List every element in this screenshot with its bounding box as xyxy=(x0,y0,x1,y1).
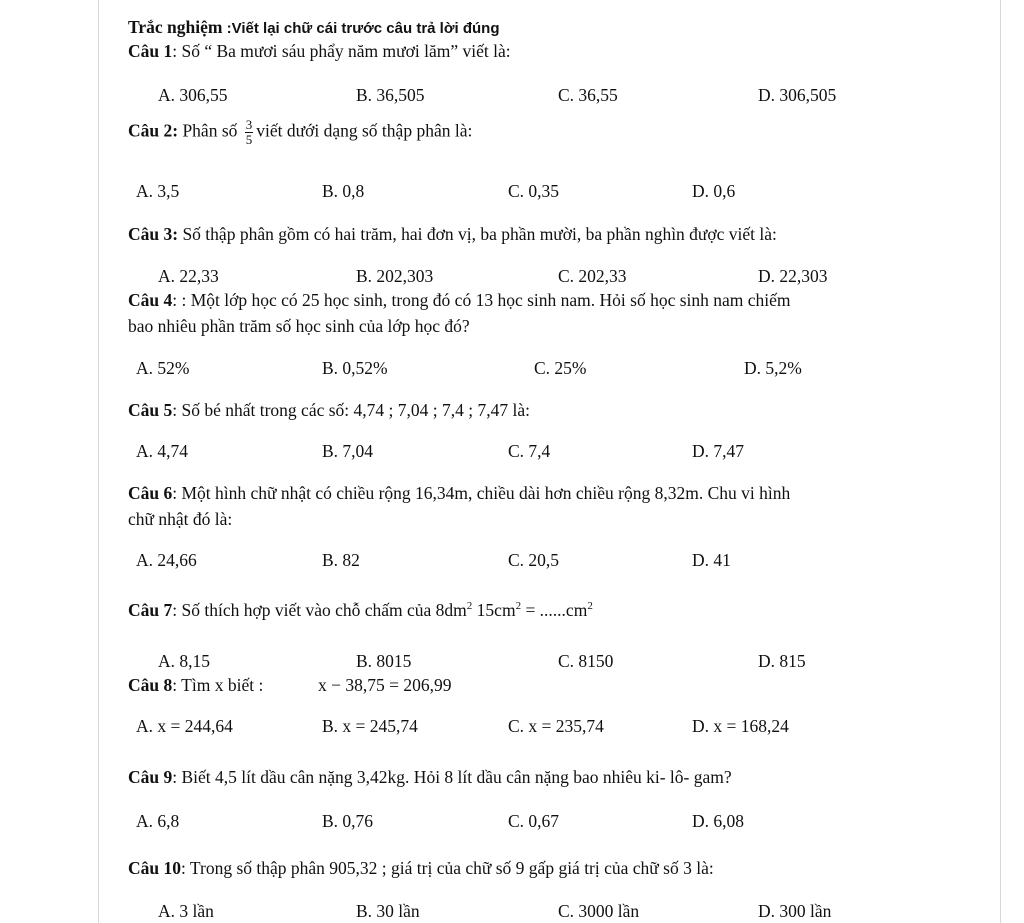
question-10 xyxy=(128,858,714,879)
q10-option-d: D. 300 lần xyxy=(758,901,832,921)
question-4-text: : : Một lớp học có 25 học sinh, trong đó có 13 học sinh nam. Hỏi số học sinh nam chiếm xyxy=(172,290,791,310)
q2-option-a: A. 3,5 xyxy=(136,181,180,201)
q1-option-b: B. 36,505 xyxy=(356,85,425,105)
question-1-label: Câu 1 xyxy=(128,41,173,61)
question-10-text: : Trong số thập phân 905,32 ; giá trị của chữ số 9 gấp giá trị của chữ số 3 là: xyxy=(181,858,714,878)
question-7-text-c: = ......cm xyxy=(521,600,588,620)
q4-option-c: C. 25% xyxy=(534,358,587,378)
q5-option-a: A. 4,74 xyxy=(136,441,189,461)
q9-option-a: A. 6,8 xyxy=(136,811,180,831)
q6-option-b: B. 82 xyxy=(322,550,360,570)
question-9-label: Câu 9 xyxy=(128,767,173,787)
q7-option-d: D. 815 xyxy=(758,651,806,671)
q5-option-b: B. 7,04 xyxy=(322,441,374,461)
q8-option-c: C. x = 235,74 xyxy=(508,716,604,736)
q2-option-c: C. 0,35 xyxy=(508,181,560,201)
q10-option-b: B. 30 lần xyxy=(356,901,420,921)
question-2-label: Câu 2: xyxy=(128,120,179,141)
page-border-right xyxy=(1000,0,1001,923)
question-4-line-2: bao nhiêu phần trăm số học sinh của lớp học đó? xyxy=(128,316,470,336)
question-10-label: Câu 10 xyxy=(128,858,181,878)
q8-option-b: B. x = 245,74 xyxy=(322,716,418,736)
q3-option-a: A. 22,33 xyxy=(158,266,219,286)
fraction-denominator: 5 xyxy=(245,132,253,147)
question-6-label: Câu 6 xyxy=(128,483,173,503)
q7-sup-1: 2 xyxy=(466,600,473,613)
q7-option-a: A. 8,15 xyxy=(158,651,211,671)
q5-option-c: C. 7,4 xyxy=(508,441,551,461)
q1-option-d: D. 306,505 xyxy=(758,85,837,105)
question-7-label: Câu 7 xyxy=(128,600,173,620)
question-3-label: Câu 3: xyxy=(128,224,179,244)
q7-option-c: C. 8150 xyxy=(558,651,614,671)
q8-option-a: A. x = 244,64 xyxy=(136,716,233,736)
q8-option-d: D. x = 168,24 xyxy=(692,716,789,736)
question-7-text-b: 15cm xyxy=(472,600,516,620)
fraction-numerator: 3 xyxy=(245,117,253,132)
q10-option-c: C. 3000 lần xyxy=(558,901,640,921)
q9-option-b: B. 0,76 xyxy=(322,811,374,831)
question-7-text-a: : Số thích hợp viết vào chỗ chấm của 8dm xyxy=(172,600,467,620)
q3-option-c: C. 202,33 xyxy=(558,266,627,286)
question-3 xyxy=(128,224,777,245)
question-6-text: : Một hình chữ nhật có chiều rộng 16,34m, chiều dài hơn chiều rộng 8,32m. Chu vi hình xyxy=(172,483,791,503)
question-6 xyxy=(128,483,790,504)
q6-option-d: D. 41 xyxy=(692,550,731,570)
q7-sup-3: 2 xyxy=(587,600,593,613)
page-title xyxy=(128,17,499,38)
q4-option-d: D. 5,2% xyxy=(744,358,802,378)
question-9 xyxy=(128,767,732,788)
question-4 xyxy=(128,290,791,311)
question-3-text: Số thập phân gồm có hai trăm, hai đơn vị, ba phần mười, ba phần nghìn được viết là: xyxy=(178,224,777,244)
question-1 xyxy=(128,41,511,62)
question-7 xyxy=(128,600,593,621)
question-2 xyxy=(128,118,472,147)
question-6-line-2: chữ nhật đó là: xyxy=(128,509,233,529)
question-1-text: : Số “ Ba mươi sáu phẩy năm mươi lăm” viết là: xyxy=(172,41,511,61)
fraction-3-5 xyxy=(245,118,254,147)
question-5-text: : Số bé nhất trong các số: 4,74 ; 7,04 ; 7,4 ; 7,47 là: xyxy=(172,400,530,420)
q4-option-b: B. 0,52% xyxy=(322,358,388,378)
q7-option-b: B. 8015 xyxy=(356,651,412,671)
question-8-label: Câu 8 xyxy=(128,675,173,695)
q10-option-a: A. 3 lần xyxy=(158,901,214,921)
question-9-text: : Biết 4,5 lít dầu cân nặng 3,42kg. Hỏi 8 lít dầu cân nặng bao nhiêu ki- lô- gam? xyxy=(172,767,732,787)
q9-option-c: C. 0,67 xyxy=(508,811,560,831)
question-2-text-after: viết dưới dạng số thập phân là: xyxy=(256,120,473,141)
q6-option-c: C. 20,5 xyxy=(508,550,560,570)
q2-option-b: B. 0,8 xyxy=(322,181,365,201)
question-5 xyxy=(128,400,530,421)
question-4-label: Câu 4 xyxy=(128,290,173,310)
question-2-text-before: Phân số xyxy=(178,120,238,141)
q1-option-a: A. 306,55 xyxy=(158,85,228,105)
q3-option-d: D. 22,303 xyxy=(758,266,828,286)
question-8-text: : Tìm x biết : xyxy=(172,675,264,695)
q1-option-c: C. 36,55 xyxy=(558,85,618,105)
q6-option-a: A. 24,66 xyxy=(136,550,197,570)
title-part-1: Trắc nghiệm xyxy=(128,17,223,37)
page-border-left xyxy=(98,0,99,923)
q4-option-a: A. 52% xyxy=(136,358,190,378)
q2-option-d: D. 0,6 xyxy=(692,181,736,201)
title-part-2: :Viết lại chữ cái trước câu trả lời đúng xyxy=(222,20,500,37)
question-8 xyxy=(128,675,263,696)
q5-option-d: D. 7,47 xyxy=(692,441,745,461)
question-5-label: Câu 5 xyxy=(128,400,173,420)
q9-option-d: D. 6,08 xyxy=(692,811,745,831)
q7-sup-2: 2 xyxy=(515,600,522,613)
question-8-equation: x − 38,75 = 206,99 xyxy=(318,675,452,695)
q3-option-b: B. 202,303 xyxy=(356,266,434,286)
